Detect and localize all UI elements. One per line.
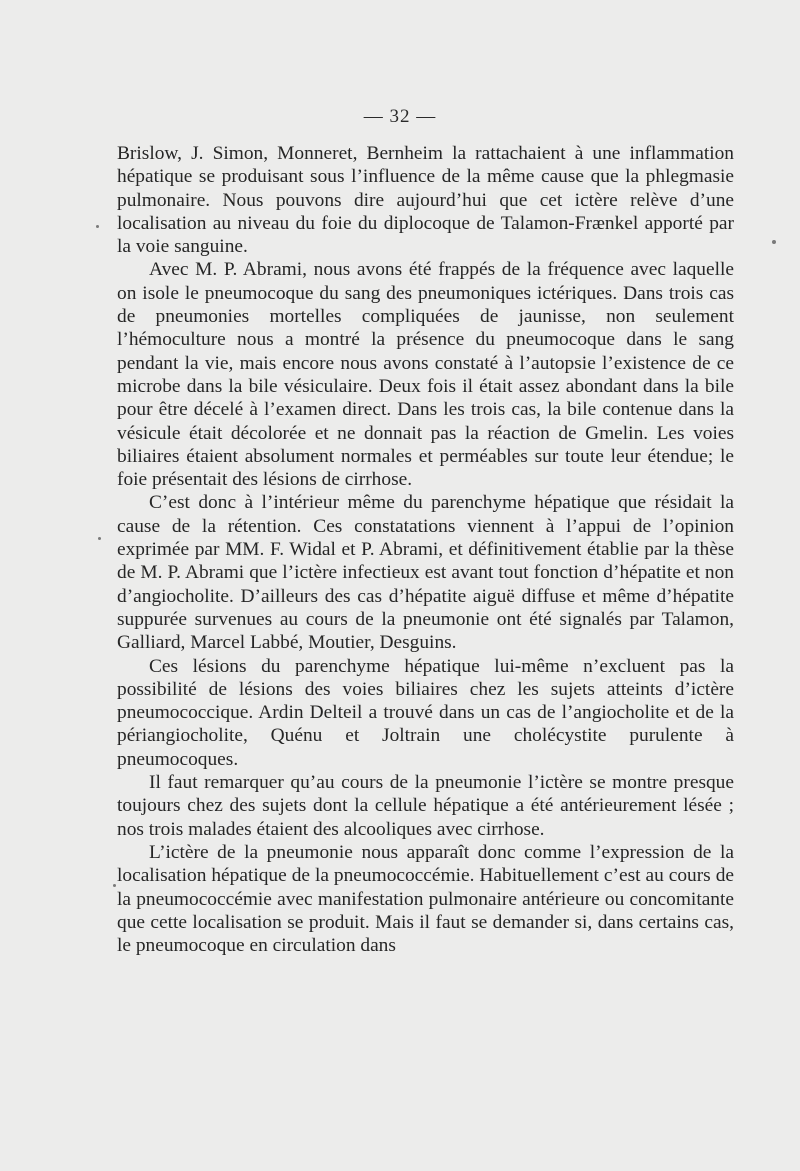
paper-speck [98, 537, 101, 540]
paper-speck [113, 884, 116, 887]
paragraph-2: Avec M. P. Abrami, nous avons été frappés de la fréquence avec laquelle on isole le pneumocoque du sang des pneumoniques ictériques. Dans trois cas de pneumonies mortelles compliquées de jaunisse, non seulement l’hémoculture nous a montré la présence du pneumocoque dans le sang pendant la vie, mais encore nous avons constaté à l’autopsie l’existence de ce microbe dans la bile vésiculaire. Deux fois il était assez abondant dans la bile pour être décelé à l’examen direct. Dans les trois cas, la bile contenue dans la vésicule était décolorée et ne donnait pas la réaction de Gmelin. Les voies biliaires étaient absolument normales et perméables sur toute leur étendue; le foie présentait des lésions de cirrhose. [117, 259, 734, 491]
paragraph-6: L’ictère de la pneumonie nous apparaît donc comme l’expression de la localisation hépatique de la pneumococcémie. Habituellement c’est au cours de la pneumococcémie avec manifestation pulmonaire antérieure ou concomitante que cette localisation se produit. Mais il faut se demander si, dans certains cas, le pneumocoque en circulation dans [117, 841, 734, 957]
paragraph-4: Ces lésions du parenchyme hépatique lui-même n’excluent pas la possibilité de lésions des voies biliaires chez les sujets atteints d’ictère pneumococcique. Ardin Delteil a trouvé dans un cas de l’angiocholite et de la périangiocholite, Quénu et Joltrain une cholécystite purulente à pneumocoques. [117, 655, 734, 770]
paragraph-1: Brislow, J. Simon, Monneret, Bernheim la rattachaient à une inflammation hépatique se produisant sous l’influence de la même cause que la phlegmasie pulmonaire. Nous pouvons dire aujourd’hui que cet ictère relève d’une localisation au niveau du foie du diplocoque de Talamon-Frænkel apporté par la voie sanguine. [117, 143, 734, 258]
paper-speck [96, 225, 99, 228]
paragraph-3: C’est donc à l’intérieur même du parenchyme hépatique que résidait la cause de la rétention. Ces constatations viennent à l’appui de l’opinion exprimée par MM. F. Widal et P. Abrami, et définitivement établie par la thèse de M. P. Abrami que l’ictère infectieux est avant tout fonction d’hépatite et non d’angiocholite. D’ailleurs des cas d’hépatite aiguë diffuse et même d’hépatite suppurée survenues au cours de la pneumonie ont été signalés par Talamon, Galliard, Marcel Labbé, Moutier, Desguins. [117, 492, 734, 654]
paragraph-5: Il faut remarquer qu’au cours de la pneumonie l’ictère se montre presque toujours chez des sujets dont la cellule hépatique a été antérieurement lésée ; nos trois malades étaient des alcooliques avec cirrhose. [117, 772, 734, 840]
paper-speck [772, 240, 776, 244]
body-text [117, 142, 734, 957]
page-number: — 32 — [363, 106, 437, 127]
